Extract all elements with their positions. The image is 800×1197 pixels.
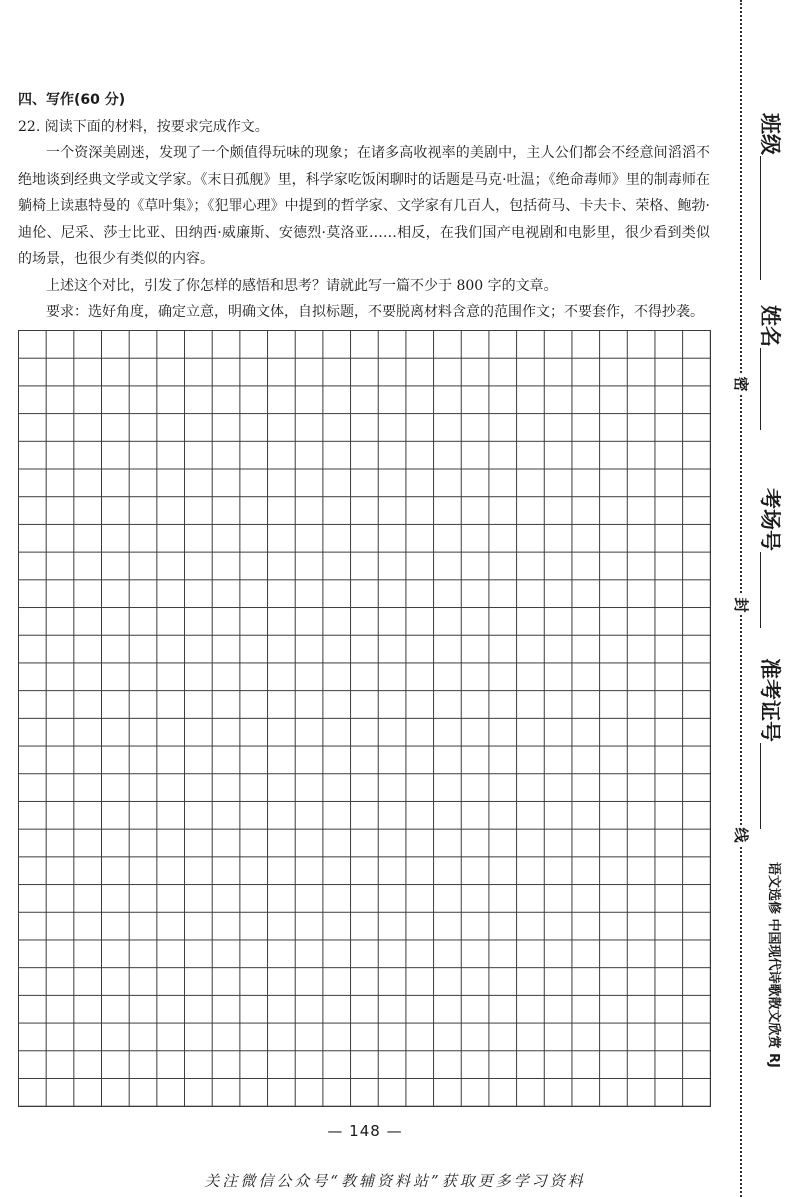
writing-task: 上述这个对比，引发了你怎样的感悟和思考？请就此写一篇不少于 800 字的文章。 <box>46 277 558 294</box>
page-number: — 148 — <box>327 1122 403 1140</box>
name-field <box>755 305 795 430</box>
question-prompt: 22. 阅读下面的材料，按要求完成作文。 <box>18 118 269 135</box>
class-blank-line <box>760 156 761 280</box>
exam-room-label: 考场号 <box>758 488 783 551</box>
seal-mark-mi: 密 <box>731 374 751 394</box>
name-label: 姓名 <box>758 305 783 347</box>
name-blank-line <box>760 348 761 430</box>
material-paragraph: 一个资深美剧迷，发现了一个颇值得玩味的现象；在诸多高收视率的美剧中，主人公们都会不经意间滔滔不绝地谈到经典文学或文学家。《末日孤舰》里，科学家吃饭闲聊时的话题是马克·吐温；《绝命毒师》里的制毒师在躺椅上读惠特曼的《草叶集》；《犯罪心理》中提到的哲学家、文学家有几百人，包括荷马、卡夫卡、荣格、鲍勃·迪伦、尼采、莎士比亚、田纳西·威廉斯、安德烈·莫洛亚……相反，在我们国产电视剧和电影里，很少看到类似的场景，也很少有类似的内容。 <box>18 145 710 267</box>
exam-room-field <box>755 488 795 628</box>
admission-number-field <box>755 658 795 829</box>
question-area <box>18 87 710 326</box>
exam-room-blank-line <box>760 552 761 628</box>
class-field <box>755 113 795 280</box>
course-info: 语文选修 中国现代诗歌散文欣赏 RJ <box>766 862 781 1068</box>
footer-note: 关注微信公众号“教辅资料站”获取更多学习资料 <box>204 1172 586 1190</box>
class-label: 班级 <box>758 113 783 155</box>
seal-mark-xian: 线 <box>731 825 751 845</box>
admission-number-label: 准考证号 <box>758 658 783 742</box>
writing-requirements: 要求：选好角度，确定立意，明确文体，自拟标题，不要脱离材料含意的范围作文；不要套作，不得抄袭。 <box>46 304 704 320</box>
seal-mark-feng: 封 <box>731 595 751 615</box>
admission-number-blank-line <box>760 743 761 829</box>
writing-grid <box>18 330 711 1107</box>
binding-strip <box>755 100 795 840</box>
section-title: 四、写作(60 分) <box>18 92 126 108</box>
